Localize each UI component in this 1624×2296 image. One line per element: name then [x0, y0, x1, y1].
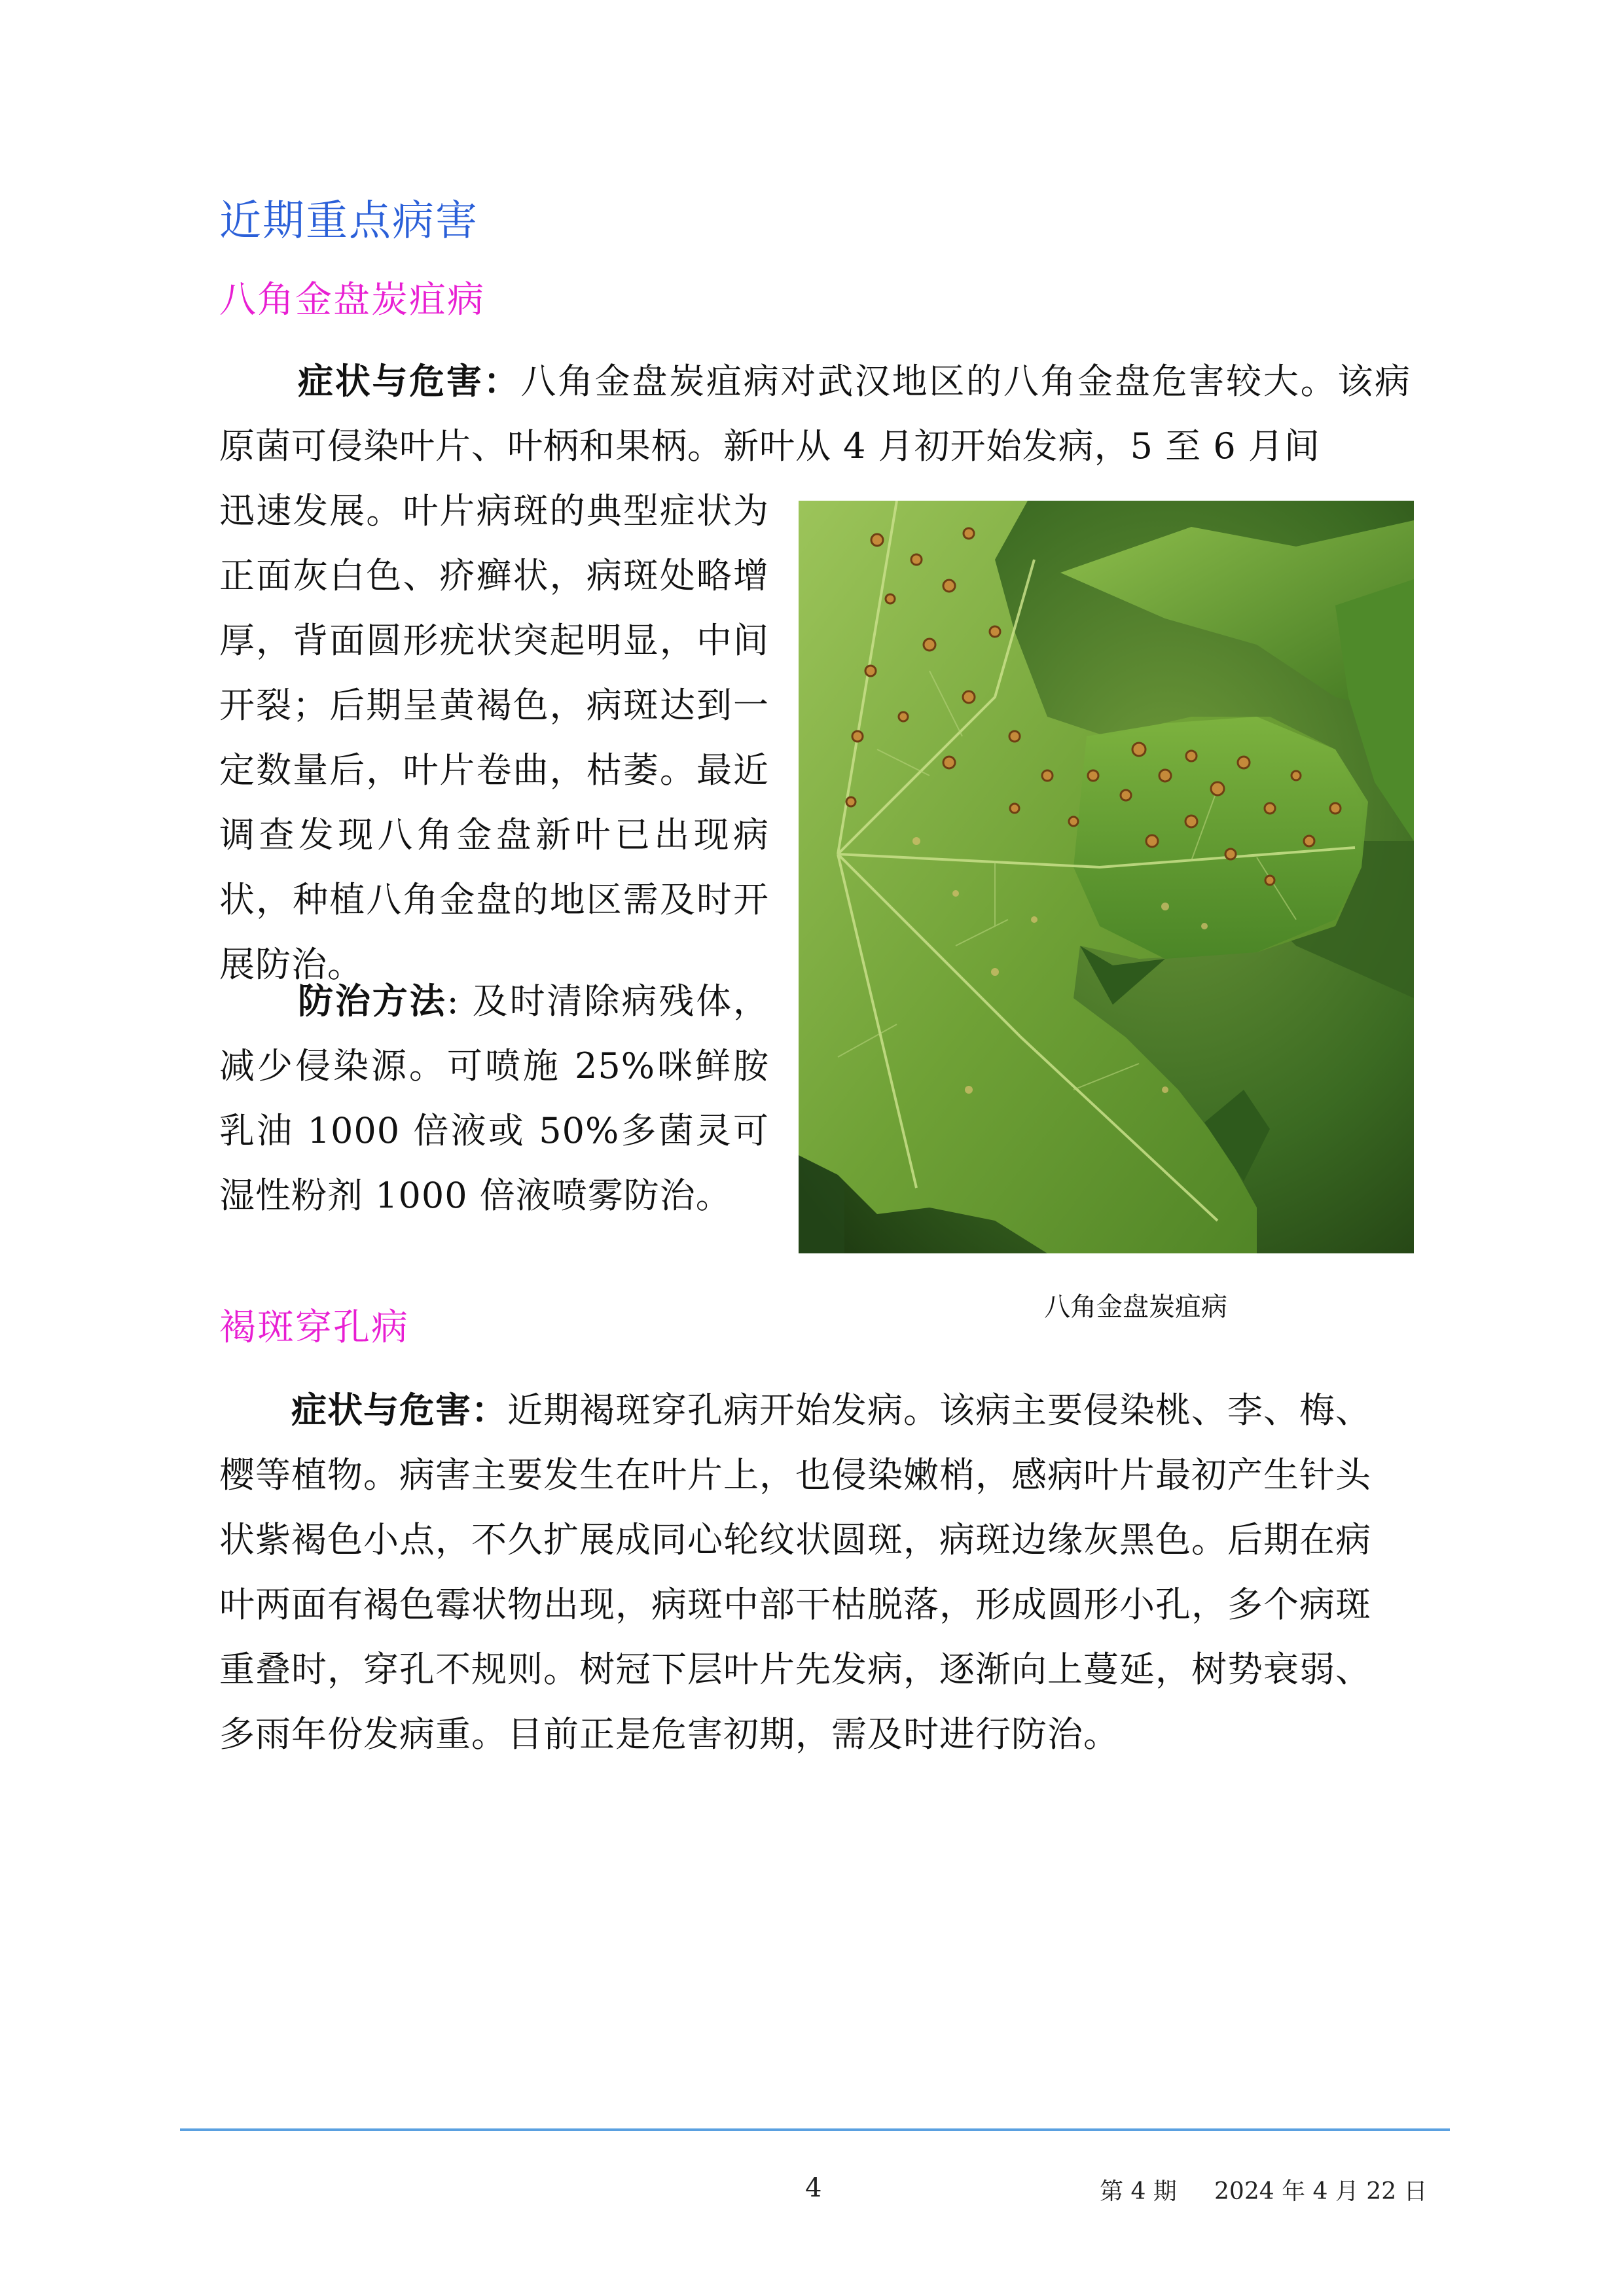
shot-hole-symptom-label: 症状与危害：: [291, 1390, 507, 1431]
photo-caption: 八角金盘炭疽病: [1044, 1292, 1227, 1322]
anthracnose-symptom-continuation: 迅速发展。叶片病斑的典型症状为正面灰白色、疥癣状，病斑处略增厚，背面圆形疣状突起明显，中间开裂；后期呈黄褐色，病斑达到一定数量后，叶片卷曲，枯萎。最近调查发现八角金盘新叶已出现病状，种植八角金盘的地区需及时开展防治。: [219, 490, 769, 985]
page-number: 4: [805, 2173, 822, 2203]
anthracnose-control-label: 防治方法: [298, 980, 447, 1022]
shot-hole-symptom-text: 近期褐斑穿孔病开始发病。该病主要侵染桃、李、梅、樱等植物。病害主要发生在叶片上，也侵染嫩梢，感病叶片最初产生针头状紫褐色小点，不久扩展成同心轮纹状圆斑，病斑边缘灰黑色。后期在病叶两面有褐色霉状物出现，病斑中部干枯脱落，形成圆形小孔，多个病斑重叠时，穿孔不规则。树冠下层叶片先发病，逐渐向上蔓延，树势衰弱、多雨年份发病重。目前正是危害初期，需及时进行防治。: [219, 1390, 1371, 1755]
section-title: 近期重点病害: [219, 197, 478, 245]
issue-date: 第 4 期 2024 年 4 月 22 日: [1100, 2178, 1428, 2205]
anthracnose-control-text: : 及时清除病残体，减少侵染源。可喷施 25%咪鲜胺乳油 1000 倍液或 50%多菌灵可湿性粉剂 1000 倍液喷雾防治。: [219, 980, 769, 1216]
footer-divider: [180, 2128, 1450, 2131]
anthracnose-control-paragraph: [219, 969, 769, 1228]
shot-hole-symptom-paragraph: [219, 1378, 1371, 1767]
disease-title-shot-hole: 褐斑穿孔病: [219, 1306, 409, 1349]
anthracnose-symptom-text: 八角金盘炭疽病对武汉地区的八角金盘危害较大。该病原菌可侵染叶片、叶柄和果柄。新叶从 4 月初开始发病，5 至 6 月间: [219, 361, 1411, 467]
disease-title-anthracnose: 八角金盘炭疽病: [219, 279, 485, 321]
leaf-illustration: [799, 501, 1414, 1253]
anthracnose-leaf-photo: [799, 501, 1414, 1253]
anthracnose-symptom-label: 症状与危害：: [298, 361, 521, 402]
anthracnose-symptom-paragraph: [219, 349, 1411, 478]
